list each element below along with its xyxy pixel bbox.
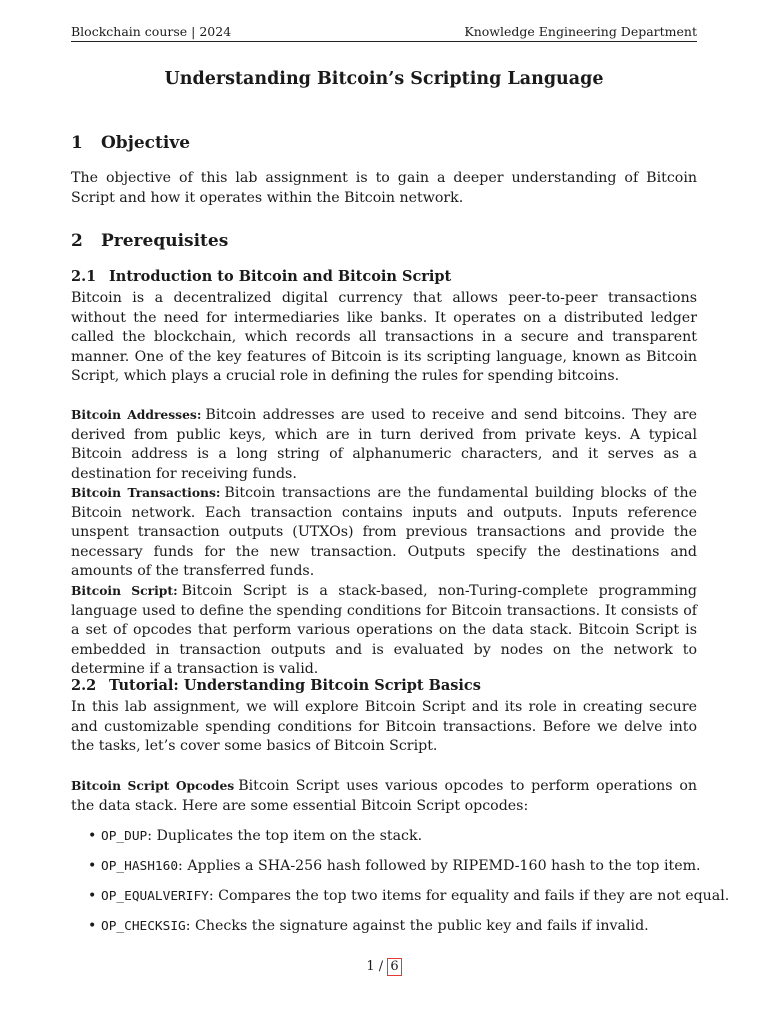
- bullet-icon: •: [88, 888, 97, 904]
- list-item: [88, 828, 422, 844]
- section-number: 2: [71, 231, 83, 251]
- tutorial-paragraph: In this lab assignment, we will explore Bitcoin Script and its role in creating secure and customizable spending conditions for Bitcoin transactions. Before we delve into the tasks, let’s cover some basics of Bitcoin Script.: [71, 699, 697, 755]
- subsection-title: Introduction to Bitcoin and Bitcoin Script: [109, 268, 452, 285]
- opcodes-text: Bitcoin Script uses various opcodes to perform operations on the data stack. Here are some essential Bitcoin Script opcodes:: [71, 778, 697, 814]
- total-pages-link[interactable]: 6: [387, 958, 401, 976]
- transactions-label: Bitcoin Transactions:: [71, 485, 221, 500]
- opcodes-paragraph: [71, 776, 697, 816]
- opcode-description: : Checks the signature against the public key and fails if invalid.: [185, 918, 649, 934]
- addresses-text: Bitcoin addresses are used to receive and send bitcoins. They are derived from public keys, which are in turn derived from private keys. A typical Bitcoin address is a long string of alphanumeric characters, and it serves as a destination for receiving funds.: [71, 407, 697, 482]
- document-title: Understanding Bitcoin’s Scripting Language: [164, 69, 604, 89]
- list-item: [88, 888, 729, 904]
- subsection-number: 2.1: [71, 268, 97, 285]
- bullet-icon: •: [88, 858, 97, 874]
- opcode-name: OP_CHECKSIG: [101, 919, 186, 934]
- header-department: Knowledge Engineering Department: [464, 24, 697, 39]
- running-header: [71, 23, 697, 42]
- subsection-number: 2.2: [71, 677, 97, 694]
- opcode-name: OP_EQUALVERIFY: [101, 889, 209, 904]
- list-item: [88, 858, 701, 874]
- opcode-description: : Compares the top two items for equality and fails if they are not equal.: [208, 888, 730, 904]
- opcode-description: : Applies a SHA-256 hash followed by RIPEMD-160 hash to the top item.: [178, 858, 701, 874]
- script-paragraph: [71, 581, 697, 680]
- script-text: Bitcoin Script is a stack-based, non-Turing-complete programming language used to define the spending conditions for Bitcoin transactions. It consists of a set of opcodes that perform various operations on the data stack. Bitcoin Script is embedded in transaction outputs and is evaluated by nodes on the network to determine if a transaction is valid.: [71, 583, 697, 678]
- opcode-description: : Duplicates the top item on the stack.: [147, 828, 423, 844]
- section-heading-prerequisites: [71, 231, 228, 251]
- opcode-name: OP_HASH160: [101, 859, 179, 874]
- current-page-number: 1: [366, 959, 375, 974]
- transactions-text: Bitcoin transactions are the fundamental building blocks of the Bitcoin network. Each transaction contains inputs and outputs. Inputs reference unspent transaction outputs (UTXOs) from previous transactions and provide the necessary funds for the new transaction. Outputs specify the destinations and amounts of the transferred funds.: [71, 485, 697, 580]
- section-heading-objective: [71, 133, 190, 153]
- bullet-icon: •: [88, 918, 97, 934]
- section-number: 1: [71, 133, 83, 153]
- page-separator: /: [378, 959, 384, 974]
- subsection-heading-intro: [71, 268, 451, 285]
- intro-paragraph: Bitcoin is a decentralized digital currency that allows peer-to-peer transactions without the need for intermediaries like banks. It operates on a distributed ledger called the blockchain, which records all transactions in a secure and transparent manner. One of the key features of Bitcoin is its scripting language, known as Bitcoin Script, which plays a crucial role in defining the rules for spending bitcoins.: [71, 290, 697, 385]
- header-course: Blockchain course | 2024: [71, 24, 232, 39]
- opcode-name: OP_DUP: [101, 829, 148, 844]
- objective-paragraph: The objective of this lab assignment is to gain a deeper understanding of Bitcoin Script and how it operates within the Bitcoin network.: [71, 170, 697, 206]
- page-footer: [0, 958, 768, 976]
- subsection-heading-tutorial: [71, 677, 481, 694]
- opcodes-label: Bitcoin Script Opcodes: [71, 778, 235, 793]
- addresses-label: Bitcoin Addresses:: [71, 407, 202, 422]
- addresses-paragraph: [71, 405, 697, 484]
- section-title: Prerequisites: [101, 231, 229, 251]
- script-label: Bitcoin Script:: [71, 583, 178, 598]
- bullet-icon: •: [88, 828, 97, 844]
- section-title: Objective: [101, 133, 191, 153]
- transactions-paragraph: [71, 483, 697, 582]
- list-item: [88, 918, 649, 934]
- subsection-title: Tutorial: Understanding Bitcoin Script Basics: [109, 677, 481, 694]
